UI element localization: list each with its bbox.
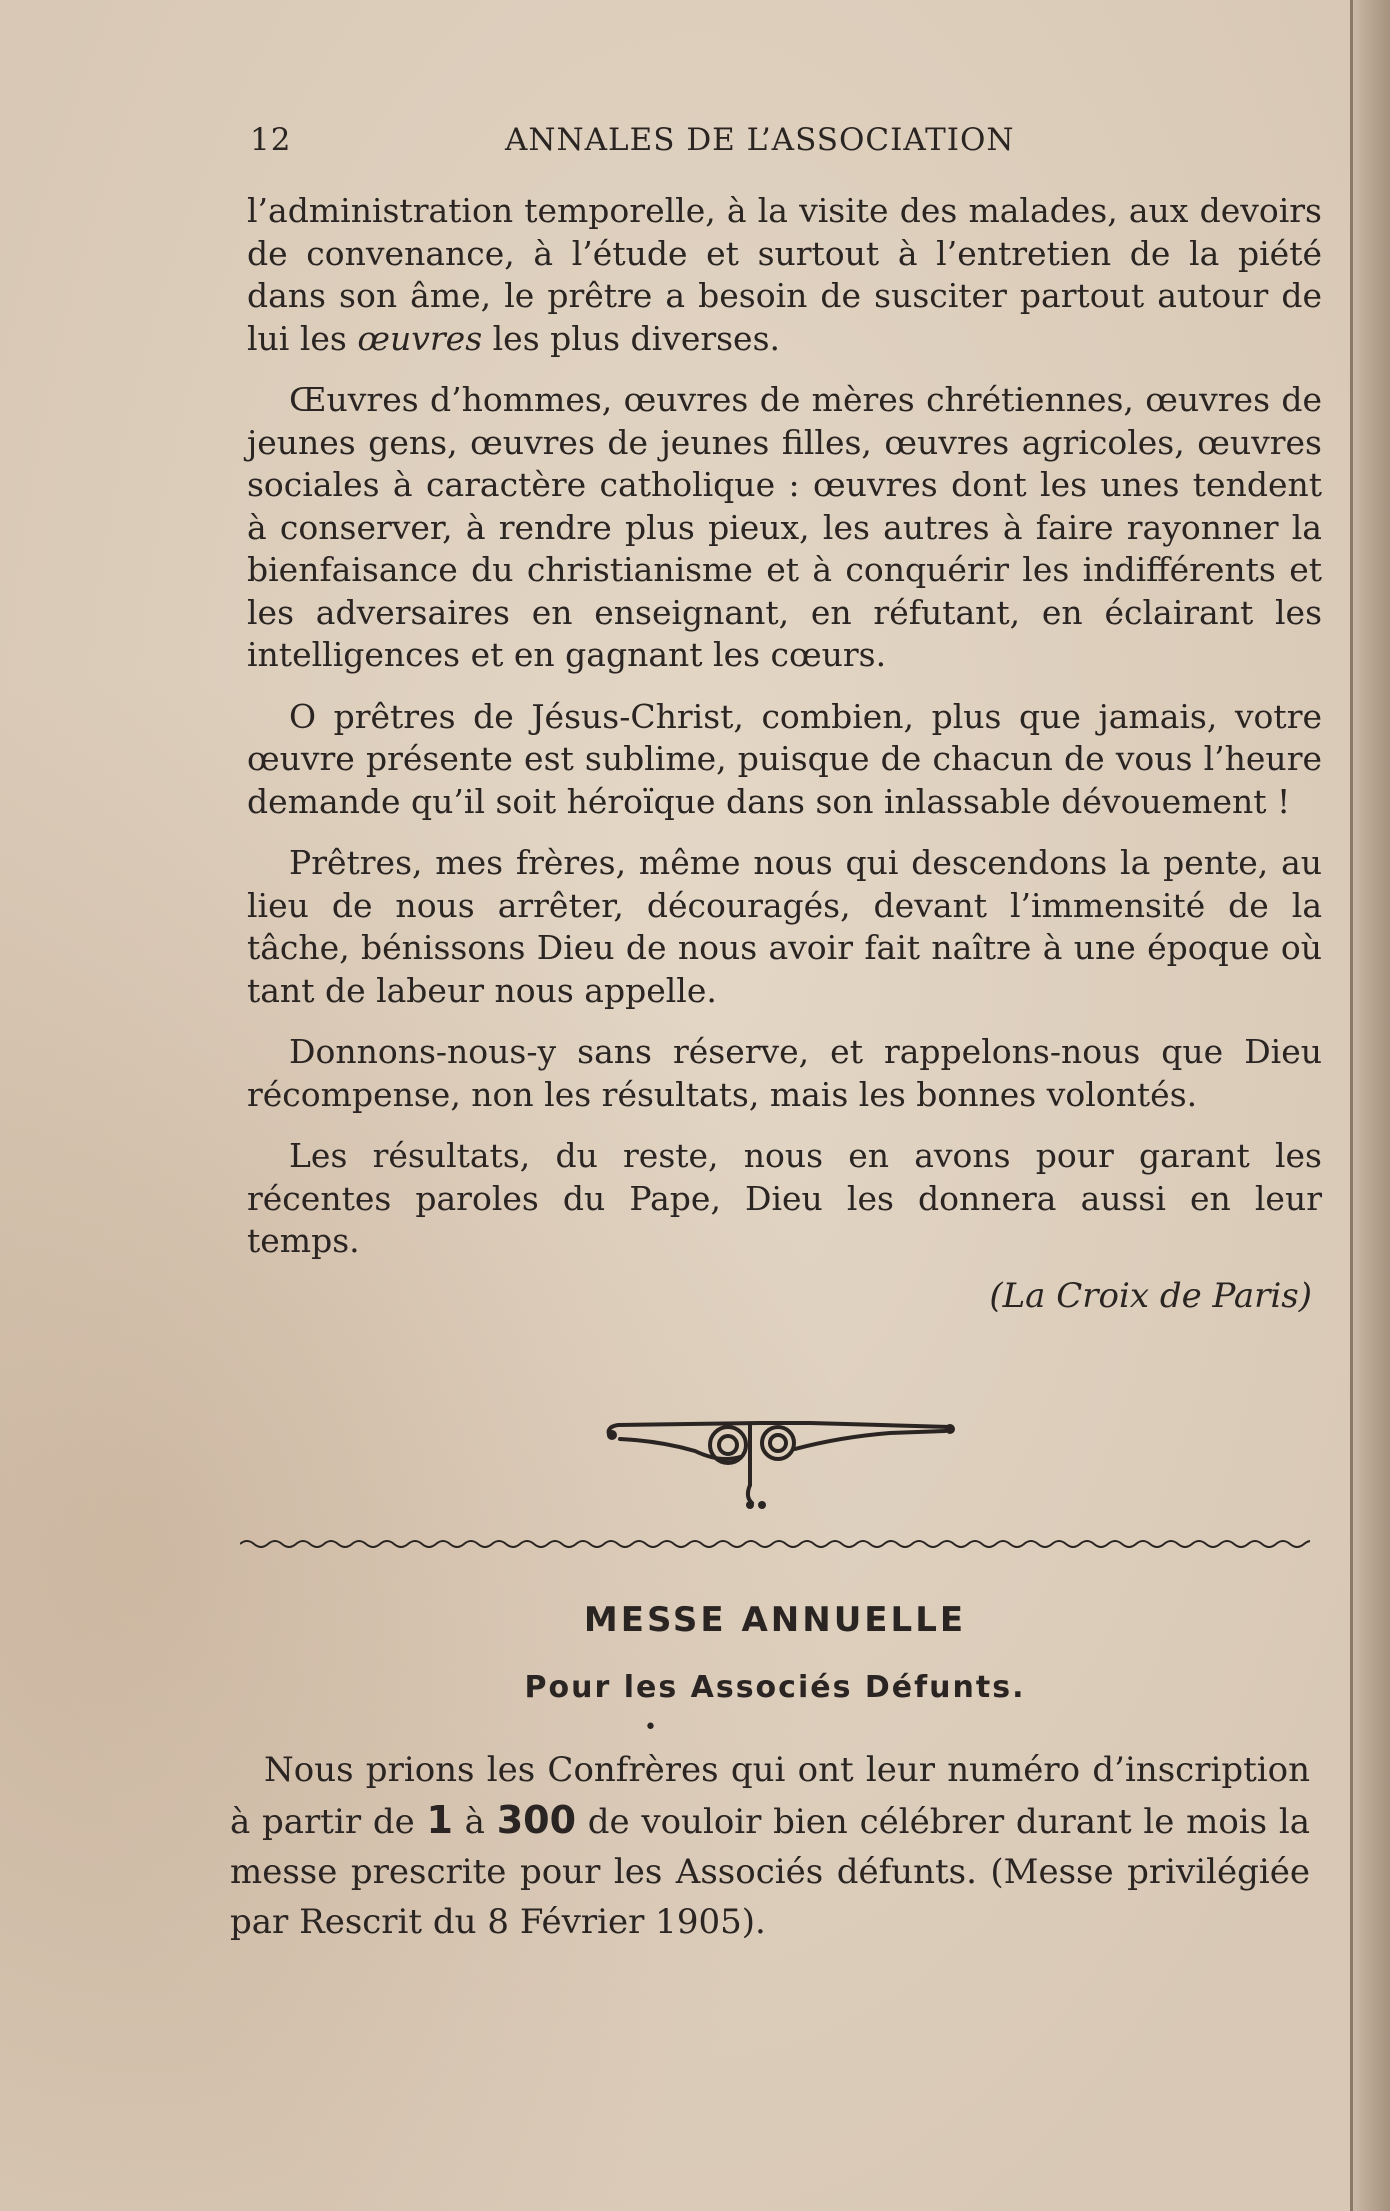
source-attribution: (La Croix de Paris)	[989, 1275, 1312, 1316]
notice-text: Nous prions les Confrères qui ont leur numéro d’inscription à partir de 1 à 300 de vouloir bien célébrer durant le mois la messe prescrite pour les Associés défunts. (Messe privilégiée par Rescrit du 8 Février 1905).	[230, 1750, 1310, 1942]
paragraph-6: Les résultats, du reste, nous en avons pour garant les récentes paroles du Pape, Dieu les donnera aussi en leur temps.	[247, 1136, 1322, 1260]
paragraph-5: Donnons-nous-y sans réserve, et rappelons-nous que Dieu récompense, non les résultats, mais les bonnes volontés.	[247, 1032, 1322, 1114]
number-from: 1	[426, 1798, 453, 1842]
article-body	[247, 190, 1322, 1317]
page-number: 12	[250, 122, 292, 158]
running-title: ANNALES DE L’ASSOCIATION	[505, 122, 1015, 158]
page-header	[250, 122, 1320, 162]
paragraph-2: Œuvres d’hommes, œuvres de mères chrétiennes, œuvres de jeunes gens, œuvres de jeunes filles, œuvres agricoles, œuvres sociales à caractère catholique : œuvres dont les unes tendent à conserver, à rendre plus pieux, les autres à faire rayonner la bienfaisance du christianisme et à conquérir les indifférents et les adversaires en enseignant, en réfutant, en éclairant les intelligences et en gagnant les cœurs.	[247, 380, 1322, 674]
paragraph-3: O prêtres de Jésus-Christ, combien, plus que jamais, votre œuvre présente est sublime, puisque de chacun de vous l’heure demande qu’il soit héroïque dans son inlassable dévouement !	[247, 696, 1322, 821]
number-to: 300	[496, 1798, 577, 1842]
paragraph-4: Prêtres, mes frères, même nous qui descendons la pente, au lieu de nous arrêter, découragés, devant l’immensité de la tâche, bénissons Dieu de nous avoir fait naître à une époque où tant de labeur nous appelle.	[247, 843, 1322, 1010]
ornament-divider	[600, 1405, 960, 1515]
page-edge	[1350, 0, 1390, 2211]
wavy-rule	[240, 1538, 1310, 1550]
emphasis-oeuvres: œuvres	[357, 318, 483, 358]
section-title: MESSE ANNUELLE	[583, 1600, 967, 1640]
section-subtitle: Pour les Associés Défunts.	[524, 1670, 1026, 1705]
paragraph-1: l’administration temporelle, à la visite des malades, aux devoirs de convenance, à l’étude et surtout à l’entretien de la piété dans son âme, le prêtre a besoin de susciter partout autour de lui les œuvres les plus diverses.	[247, 191, 1322, 358]
bullet-mark: •	[644, 1715, 657, 1740]
